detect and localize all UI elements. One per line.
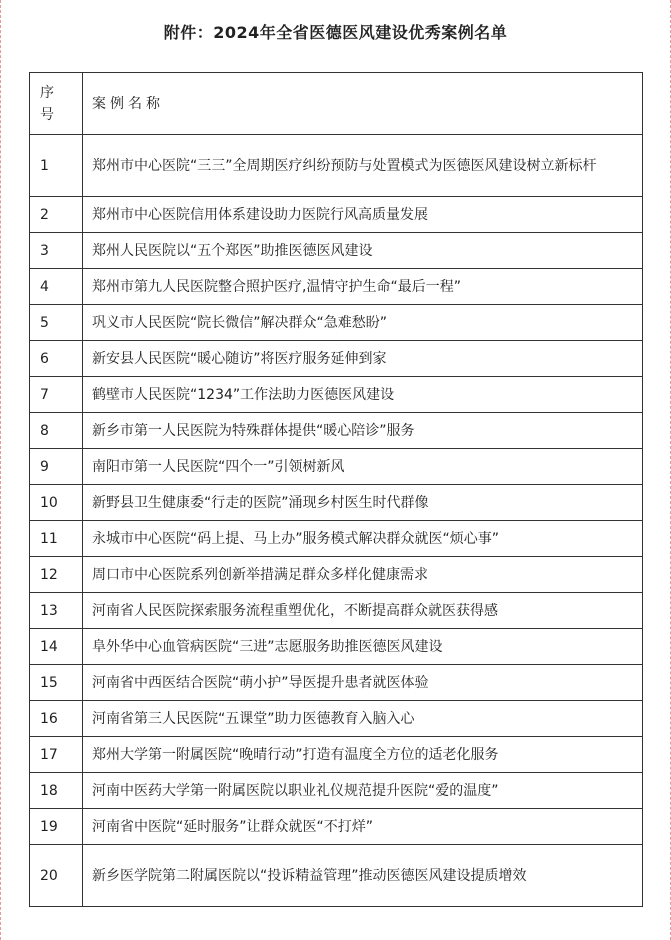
- table-row: [30, 305, 643, 341]
- row-number: 5: [30, 305, 83, 341]
- row-number: 8: [30, 413, 83, 449]
- row-number: 7: [30, 377, 83, 413]
- row-case-name: 新乡医学院第二附属医院以“投诉精益管理”推动医德医风建设提质增效: [83, 845, 643, 907]
- row-number: 20: [30, 845, 83, 907]
- header-serial-number: [30, 73, 83, 135]
- row-number: 14: [30, 629, 83, 665]
- table-row: [30, 233, 643, 269]
- row-number: 3: [30, 233, 83, 269]
- table-row: [30, 593, 643, 629]
- table-row: [30, 377, 643, 413]
- table-row: [30, 135, 643, 197]
- row-case-name: 新乡市第一人民医院为特殊群体提供“暖心陪诊”服务: [83, 413, 643, 449]
- row-case-name: 新野县卫生健康委“行走的医院”涌现乡村医生时代群像: [83, 485, 643, 521]
- row-number: 10: [30, 485, 83, 521]
- row-case-name: 永城市中心医院“码上提、马上办”服务模式解决群众就医“烦心事”: [83, 521, 643, 557]
- row-case-name: 河南省中医院“延时服务”让群众就医“不打烊”: [83, 809, 643, 845]
- row-case-name: 河南省第三人民医院“五课堂”助力医德教育入脑入心: [83, 701, 643, 737]
- table-row: [30, 845, 643, 907]
- row-case-name: 郑州市第九人民医院整合照护医疗,温情守护生命“最后一程”: [83, 269, 643, 305]
- header-serial-line2: 号: [40, 106, 54, 123]
- row-number: 15: [30, 665, 83, 701]
- table-header-row: [30, 73, 643, 135]
- row-case-name: 郑州市中心医院信用体系建设助力医院行风高质量发展: [83, 197, 643, 233]
- row-case-name: 河南省中西医结合医院“萌小护”导医提升患者就医体验: [83, 665, 643, 701]
- row-number: 12: [30, 557, 83, 593]
- table-row: [30, 341, 643, 377]
- case-list-table: [29, 72, 643, 907]
- row-number: 1: [30, 135, 83, 197]
- row-case-name: 新安县人民医院“暖心随访”将医疗服务延伸到家: [83, 341, 643, 377]
- header-serial-line1: 序: [40, 84, 54, 101]
- row-number: 17: [30, 737, 83, 773]
- row-case-name: 郑州市中心医院“三三”全周期医疗纠纷预防与处置模式为医德医风建设树立新标杆: [83, 135, 643, 197]
- table-row: [30, 809, 643, 845]
- document-title: 附件：2024年全省医德医风建设优秀案例名单: [163, 23, 508, 42]
- table-row: [30, 485, 643, 521]
- row-case-name: 河南中医药大学第一附属医院以职业礼仪规范提升医院“爱的温度”: [83, 773, 643, 809]
- row-number: 6: [30, 341, 83, 377]
- row-case-name: 阜外华中心血管病医院“三进”志愿服务助推医德医风建设: [83, 629, 643, 665]
- header-case-name: 案例名称: [83, 73, 643, 135]
- row-case-name: 郑州人民医院以“五个郑医”助推医德医风建设: [83, 233, 643, 269]
- row-case-name: 周口市中心医院系列创新举措满足群众多样化健康需求: [83, 557, 643, 593]
- row-number: 2: [30, 197, 83, 233]
- table-row: [30, 269, 643, 305]
- table-row: [30, 449, 643, 485]
- table-row: [30, 665, 643, 701]
- table-row: [30, 701, 643, 737]
- row-number: 16: [30, 701, 83, 737]
- row-case-name: 南阳市第一人民医院“四个一”引领树新风: [83, 449, 643, 485]
- row-number: 18: [30, 773, 83, 809]
- row-case-name: 鹤壁市人民医院“1234”工作法助力医德医风建设: [83, 377, 643, 413]
- row-number: 13: [30, 593, 83, 629]
- table-row: [30, 413, 643, 449]
- table-row: [30, 557, 643, 593]
- row-case-name: 郑州大学第一附属医院“晚晴行动”打造有温度全方位的适老化服务: [83, 737, 643, 773]
- row-number: 19: [30, 809, 83, 845]
- row-number: 9: [30, 449, 83, 485]
- row-number: 11: [30, 521, 83, 557]
- table-row: [30, 197, 643, 233]
- table-row: [30, 773, 643, 809]
- row-case-name: 河南省人民医院探索服务流程重塑优化，不断提高群众就医获得感: [83, 593, 643, 629]
- table-row: [30, 737, 643, 773]
- row-case-name: 巩义市人民医院“院长微信”解决群众“急难愁盼”: [83, 305, 643, 341]
- row-number: 4: [30, 269, 83, 305]
- table-row: [30, 629, 643, 665]
- table-row: [30, 521, 643, 557]
